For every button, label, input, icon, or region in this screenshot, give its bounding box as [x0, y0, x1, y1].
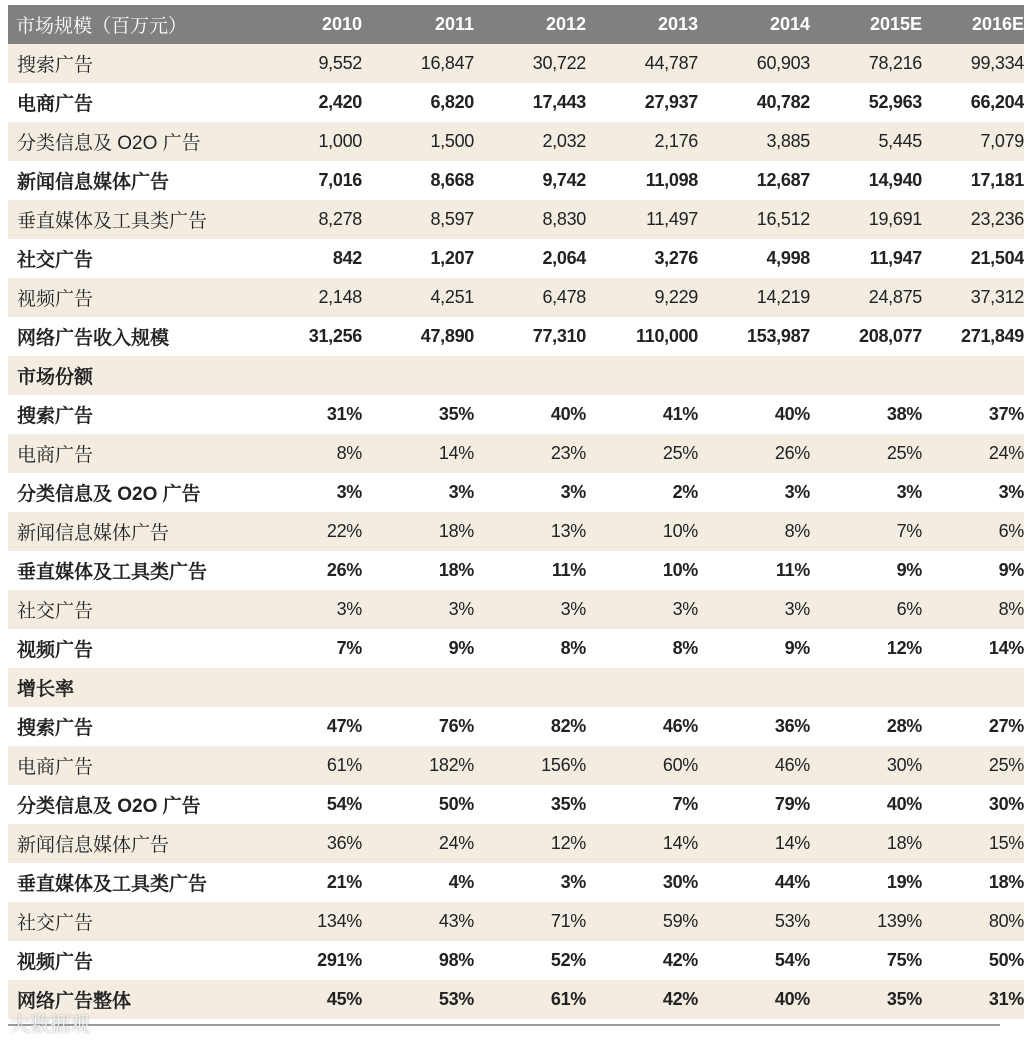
row-value: 46%: [698, 746, 810, 785]
year-header: 2012: [474, 5, 586, 44]
row-value: [810, 356, 922, 395]
row-value: [362, 668, 474, 707]
row-value: 40,782: [698, 83, 810, 122]
watermark-logo: 大数据观: [10, 1012, 90, 1036]
row-value: 24,875: [810, 278, 922, 317]
row-value: 12%: [810, 629, 922, 668]
row-value: 98%: [362, 941, 474, 980]
table-row: [8, 902, 1024, 941]
year-header: 2010: [250, 5, 362, 44]
row-value: 76%: [362, 707, 474, 746]
year-header: 2014: [698, 5, 810, 44]
table-body: [8, 44, 1024, 1019]
row-label: 电商广告: [8, 434, 250, 473]
row-value: 139%: [810, 902, 922, 941]
row-value: 25%: [586, 434, 698, 473]
row-value: 75%: [810, 941, 922, 980]
row-label: 增长率: [8, 668, 250, 707]
row-value: 31,256: [250, 317, 362, 356]
row-value: 23,236: [922, 200, 1024, 239]
row-label: 视频广告: [8, 629, 250, 668]
row-value: 79%: [698, 785, 810, 824]
row-value: 60,903: [698, 44, 810, 83]
row-value: 24%: [922, 434, 1024, 473]
table-row: [8, 785, 1024, 824]
row-value: 14,219: [698, 278, 810, 317]
row-value: 30%: [586, 863, 698, 902]
row-value: 291%: [250, 941, 362, 980]
row-value: 38%: [810, 395, 922, 434]
row-value: 52%: [474, 941, 586, 980]
row-value: 46%: [586, 707, 698, 746]
row-value: 14%: [362, 434, 474, 473]
table-row: [8, 161, 1024, 200]
row-value: 12%: [474, 824, 586, 863]
row-value: 3%: [250, 590, 362, 629]
row-value: 6%: [810, 590, 922, 629]
row-value: 4,998: [698, 239, 810, 278]
row-value: 3%: [698, 473, 810, 512]
row-value: 25%: [810, 434, 922, 473]
year-header: 2013: [586, 5, 698, 44]
row-value: 30,722: [474, 44, 586, 83]
row-value: 3%: [922, 473, 1024, 512]
table-row: [8, 746, 1024, 785]
row-value: 156%: [474, 746, 586, 785]
year-header: 2015E: [810, 5, 922, 44]
row-value: 42%: [586, 980, 698, 1019]
row-value: 40%: [698, 395, 810, 434]
row-value: 182%: [362, 746, 474, 785]
row-value: 11,947: [810, 239, 922, 278]
row-value: 21,504: [922, 239, 1024, 278]
row-value: [922, 668, 1024, 707]
row-value: 18%: [922, 863, 1024, 902]
row-value: 54%: [250, 785, 362, 824]
row-value: 42%: [586, 941, 698, 980]
row-label: 网络广告整体: [8, 980, 250, 1019]
row-value: 71%: [474, 902, 586, 941]
row-value: 7%: [586, 785, 698, 824]
table-row: [8, 512, 1024, 551]
row-value: 59%: [586, 902, 698, 941]
row-value: 7%: [810, 512, 922, 551]
row-value: 8,668: [362, 161, 474, 200]
table-row: [8, 317, 1024, 356]
section-header-row: [8, 668, 1024, 707]
row-label: 垂直媒体及工具类广告: [8, 863, 250, 902]
row-label: 社交广告: [8, 902, 250, 941]
row-value: 134%: [250, 902, 362, 941]
market-table-container: [8, 5, 1024, 1019]
row-value: 31%: [250, 395, 362, 434]
row-value: 36%: [250, 824, 362, 863]
row-label: 新闻信息媒体广告: [8, 161, 250, 200]
row-value: 24%: [362, 824, 474, 863]
row-value: 8,830: [474, 200, 586, 239]
row-value: 16,512: [698, 200, 810, 239]
row-label: 市场份额: [8, 356, 250, 395]
row-value: 50%: [922, 941, 1024, 980]
row-value: 1,000: [250, 122, 362, 161]
row-value: [586, 668, 698, 707]
row-value: 40%: [810, 785, 922, 824]
row-value: 9%: [810, 551, 922, 590]
row-value: 40%: [474, 395, 586, 434]
row-value: 52,963: [810, 83, 922, 122]
row-value: 3,276: [586, 239, 698, 278]
table-row: [8, 395, 1024, 434]
row-value: 842: [250, 239, 362, 278]
row-label: 社交广告: [8, 239, 250, 278]
row-value: 26%: [250, 551, 362, 590]
year-header: 2011: [362, 5, 474, 44]
row-value: [362, 356, 474, 395]
year-header: 2016E: [922, 5, 1024, 44]
row-value: 44,787: [586, 44, 698, 83]
row-value: 7,016: [250, 161, 362, 200]
row-value: 80%: [922, 902, 1024, 941]
table-row: [8, 200, 1024, 239]
row-value: 9,229: [586, 278, 698, 317]
header-label: 市场规模（百万元）: [8, 5, 250, 44]
row-value: 60%: [586, 746, 698, 785]
row-value: 27%: [922, 707, 1024, 746]
row-label: 视频广告: [8, 278, 250, 317]
table-row: [8, 122, 1024, 161]
table-row: [8, 824, 1024, 863]
row-value: 3,885: [698, 122, 810, 161]
row-label: 社交广告: [8, 590, 250, 629]
table-row: [8, 551, 1024, 590]
row-value: 54%: [698, 941, 810, 980]
row-value: [250, 356, 362, 395]
row-value: 19,691: [810, 200, 922, 239]
row-label: 分类信息及 O2O 广告: [8, 785, 250, 824]
section-header-row: [8, 356, 1024, 395]
row-value: 61%: [250, 746, 362, 785]
row-value: 41%: [586, 395, 698, 434]
row-label: 视频广告: [8, 941, 250, 980]
row-value: 17,443: [474, 83, 586, 122]
row-value: 26%: [698, 434, 810, 473]
row-value: 50%: [362, 785, 474, 824]
row-label: 网络广告收入规模: [8, 317, 250, 356]
row-value: 2,032: [474, 122, 586, 161]
row-value: 11,098: [586, 161, 698, 200]
row-value: 5,445: [810, 122, 922, 161]
row-value: 82%: [474, 707, 586, 746]
row-value: 3%: [810, 473, 922, 512]
row-value: 14%: [586, 824, 698, 863]
row-value: 37%: [922, 395, 1024, 434]
row-value: 21%: [250, 863, 362, 902]
row-label: 新闻信息媒体广告: [8, 824, 250, 863]
row-value: 9%: [698, 629, 810, 668]
row-value: 78,216: [810, 44, 922, 83]
row-value: 2%: [586, 473, 698, 512]
row-value: 3%: [362, 590, 474, 629]
table-row: [8, 590, 1024, 629]
row-value: 13%: [474, 512, 586, 551]
row-value: 19%: [810, 863, 922, 902]
row-value: 47,890: [362, 317, 474, 356]
row-value: 45%: [250, 980, 362, 1019]
table-row: [8, 629, 1024, 668]
row-value: 3%: [698, 590, 810, 629]
row-value: 11%: [474, 551, 586, 590]
row-value: 47%: [250, 707, 362, 746]
table-row: [8, 707, 1024, 746]
row-value: [922, 356, 1024, 395]
table-row: [8, 980, 1024, 1019]
row-label: 新闻信息媒体广告: [8, 512, 250, 551]
table-row: [8, 863, 1024, 902]
row-value: 2,176: [586, 122, 698, 161]
table-row: [8, 434, 1024, 473]
row-label: 垂直媒体及工具类广告: [8, 551, 250, 590]
table-row: [8, 239, 1024, 278]
row-value: [250, 668, 362, 707]
row-value: 3%: [474, 590, 586, 629]
row-value: 28%: [810, 707, 922, 746]
row-value: 53%: [698, 902, 810, 941]
row-value: [474, 668, 586, 707]
row-value: 3%: [474, 473, 586, 512]
row-value: 12,687: [698, 161, 810, 200]
row-value: 10%: [586, 512, 698, 551]
row-value: 14%: [698, 824, 810, 863]
row-value: 30%: [922, 785, 1024, 824]
row-value: 7%: [250, 629, 362, 668]
row-value: 9,742: [474, 161, 586, 200]
row-value: 25%: [922, 746, 1024, 785]
row-value: [698, 668, 810, 707]
row-label: 分类信息及 O2O 广告: [8, 473, 250, 512]
row-value: 16,847: [362, 44, 474, 83]
row-value: 99,334: [922, 44, 1024, 83]
row-label: 搜索广告: [8, 44, 250, 83]
row-value: 1,500: [362, 122, 474, 161]
row-value: 35%: [474, 785, 586, 824]
row-value: 40%: [698, 980, 810, 1019]
row-value: 43%: [362, 902, 474, 941]
row-value: 15%: [922, 824, 1024, 863]
market-data-table: [8, 5, 1024, 1019]
row-value: 110,000: [586, 317, 698, 356]
row-value: 37,312: [922, 278, 1024, 317]
row-value: 8%: [250, 434, 362, 473]
row-value: 77,310: [474, 317, 586, 356]
row-value: 35%: [362, 395, 474, 434]
row-label: 搜索广告: [8, 707, 250, 746]
row-value: 2,064: [474, 239, 586, 278]
row-value: 8,278: [250, 200, 362, 239]
row-value: 8%: [586, 629, 698, 668]
row-label: 分类信息及 O2O 广告: [8, 122, 250, 161]
row-value: 6%: [922, 512, 1024, 551]
row-value: 18%: [362, 551, 474, 590]
row-value: 35%: [810, 980, 922, 1019]
row-value: 10%: [586, 551, 698, 590]
row-value: 61%: [474, 980, 586, 1019]
row-value: [586, 356, 698, 395]
row-value: 8%: [698, 512, 810, 551]
row-value: 6,478: [474, 278, 586, 317]
row-value: 31%: [922, 980, 1024, 1019]
row-value: 4,251: [362, 278, 474, 317]
row-label: 搜索广告: [8, 395, 250, 434]
row-value: [810, 668, 922, 707]
header-row: [8, 5, 1024, 44]
row-value: 8%: [474, 629, 586, 668]
row-value: 18%: [810, 824, 922, 863]
row-value: 9%: [362, 629, 474, 668]
row-value: 44%: [698, 863, 810, 902]
row-value: 23%: [474, 434, 586, 473]
row-value: 66,204: [922, 83, 1024, 122]
row-value: 11,497: [586, 200, 698, 239]
row-label: 垂直媒体及工具类广告: [8, 200, 250, 239]
row-label: 电商广告: [8, 746, 250, 785]
row-value: 153,987: [698, 317, 810, 356]
table-row: [8, 44, 1024, 83]
row-value: 53%: [362, 980, 474, 1019]
row-value: 27,937: [586, 83, 698, 122]
row-value: 1,207: [362, 239, 474, 278]
row-label: 电商广告: [8, 83, 250, 122]
table-row: [8, 941, 1024, 980]
row-value: 9%: [922, 551, 1024, 590]
row-value: 8,597: [362, 200, 474, 239]
row-value: 6,820: [362, 83, 474, 122]
row-value: 36%: [698, 707, 810, 746]
row-value: 22%: [250, 512, 362, 551]
row-value: 14%: [922, 629, 1024, 668]
row-value: 17,181: [922, 161, 1024, 200]
row-value: 3%: [586, 590, 698, 629]
bottom-divider: [8, 1024, 1000, 1026]
row-value: 18%: [362, 512, 474, 551]
row-value: 271,849: [922, 317, 1024, 356]
row-value: 30%: [810, 746, 922, 785]
row-value: 7,079: [922, 122, 1024, 161]
row-value: 14,940: [810, 161, 922, 200]
table-row: [8, 83, 1024, 122]
row-value: 9,552: [250, 44, 362, 83]
row-value: 3%: [362, 473, 474, 512]
row-value: 3%: [474, 863, 586, 902]
row-value: 11%: [698, 551, 810, 590]
row-value: 8%: [922, 590, 1024, 629]
row-value: 2,420: [250, 83, 362, 122]
row-value: 4%: [362, 863, 474, 902]
row-value: 208,077: [810, 317, 922, 356]
row-value: [474, 356, 586, 395]
row-value: [698, 356, 810, 395]
table-row: [8, 278, 1024, 317]
table-row: [8, 473, 1024, 512]
row-value: 2,148: [250, 278, 362, 317]
row-value: 3%: [250, 473, 362, 512]
